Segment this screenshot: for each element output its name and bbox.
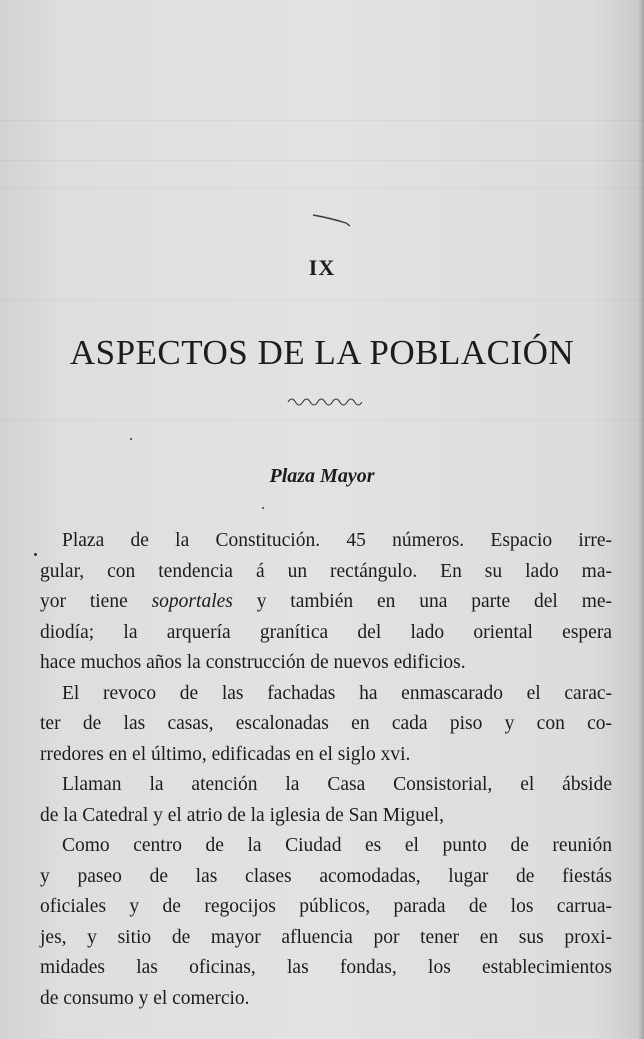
text-run: gular, con tendencia á un rectángulo. En su lado ma- [40,560,612,582]
text-line [40,587,612,618]
text-line [62,831,612,862]
chapter-title: ASPECTOS DE LA POBLACIÓN [69,333,575,372]
text-line [40,892,612,923]
text-run: Llaman la atención la Casa Consistorial, el ábside [62,774,612,795]
text-run: y paseo de las clases acomodadas, lugar de fiestás [40,865,612,887]
chapter-number: IX [308,255,336,280]
text-line [62,526,612,557]
text-line [40,618,612,649]
show-through-line [0,420,644,421]
text-line [40,923,612,954]
text-run: oficiales y de regocijos públicos, parada de los carrua- [40,896,612,917]
text-run: Plaza de la Constitución. 45 números. Espacio irre- [62,530,612,551]
text-run: jes, y sitio de mayor afluencia por tener en sus proxi- [40,926,612,948]
show-through-line [0,120,644,121]
show-through-line [0,188,644,189]
text-run: midades las oficinas, las fondas, los establecimientos [40,957,612,978]
text-run: rredores en el último, edificadas en el siglo xvi. [40,743,411,765]
show-through-line [0,160,644,161]
text-run: y también en una parte del me- [232,591,613,612]
text-line [40,862,612,893]
text-line [40,801,612,832]
ink-speck [262,507,264,509]
text-line [40,740,612,771]
text-line [62,770,612,801]
ink-speck [34,553,37,556]
text-line [40,557,612,588]
text-line [62,679,612,710]
show-through-line [0,300,644,301]
text-run: El revoco de las fachadas ha enmascarado el carac- [62,682,612,704]
page-edge-shadow [638,0,644,1039]
body-text [40,526,613,1014]
text-run: diodía; la arquería granítica del lado oriental espera [40,621,612,643]
text-line [40,709,612,740]
text-run: yor tiene [40,591,152,612]
text-run: ter de las casas, escalonadas en cada piso y con co- [40,713,612,734]
text-line [40,953,612,984]
text-run: de consumo y el comercio. [40,987,250,1009]
text-line [40,984,612,1015]
pen-stroke-mark [312,213,352,227]
ink-speck [130,438,132,440]
text-run: hace muchos años la construcción de nuevos edificios. [40,652,466,673]
text-run: Como centro de la Ciudad es el punto de reunión [62,835,612,856]
text-line [40,648,612,679]
italic-term: soportales [151,591,233,612]
text-run: de la Catedral y el atrio de la iglesia de San Miguel, [40,804,444,826]
wave-ornament-divider [286,394,362,408]
section-title: Plaza Mayor [269,465,375,487]
